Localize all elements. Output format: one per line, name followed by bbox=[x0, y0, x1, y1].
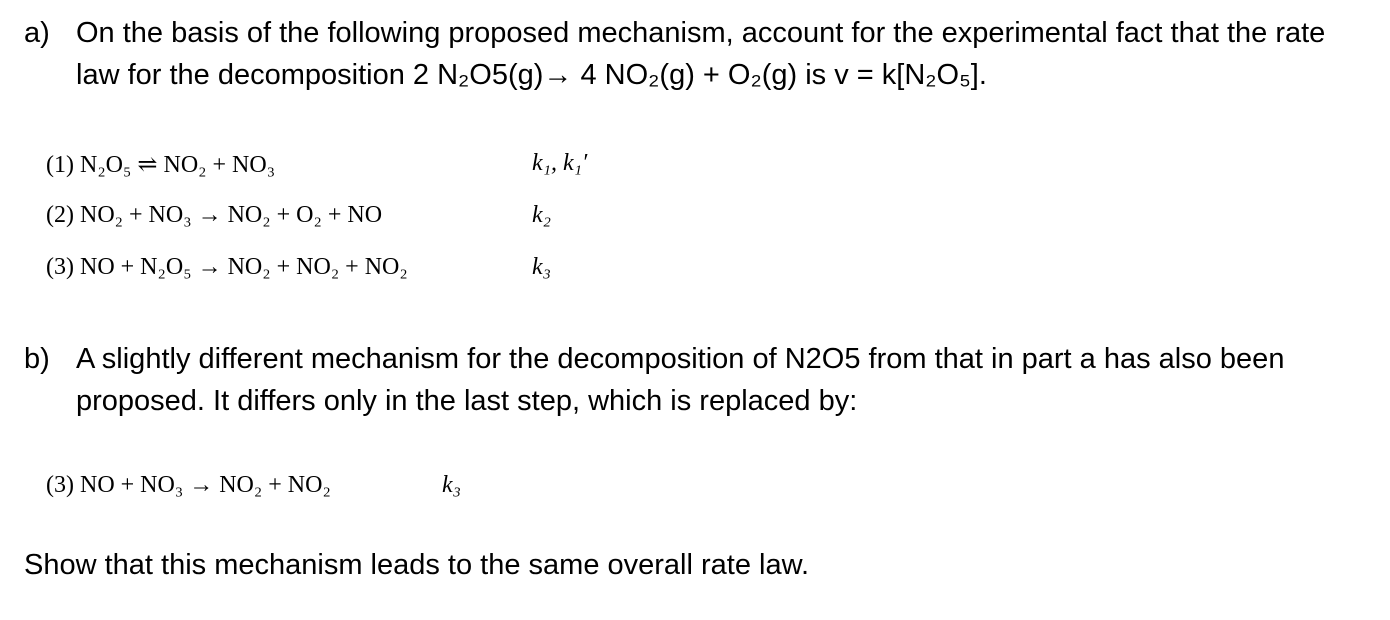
mechanism-b-step-3: (3) NO + NO₃ → NO₂ + NO₂ bbox=[46, 472, 331, 498]
part-a-question bbox=[24, 12, 1374, 96]
mechanism-a-step-3: (3) NO + N₂O₅ → NO₂ + NO₂ + NO₂ bbox=[46, 254, 408, 280]
part-a-label: a) bbox=[24, 17, 50, 49]
mechanism-a-rate-1: k₁, k₁′ bbox=[532, 150, 588, 176]
mechanism-b-rate-3: k₃ bbox=[442, 472, 461, 498]
part-a-text: On the basis of the following proposed mechanism, account for the experimental fact that the rate law for the decomposition 2 N₂O5(g)→ 4 NO₂(g) + O₂(g) is v = k[N₂O₅]. bbox=[76, 17, 1326, 91]
mechanism-a-step-1: (1) N₂O₅ ⇌ NO₂ + NO₃ bbox=[46, 152, 276, 178]
part-b-text: A slightly different mechanism for the decomposition of N2O5 from that in part a has also been proposed. It differs only in the last step, which is replaced by: bbox=[76, 343, 1285, 417]
mechanism-a-step-2: (2) NO₂ + NO₃ → NO₂ + O₂ + NO bbox=[46, 202, 383, 228]
part-b-label: b) bbox=[24, 343, 50, 375]
part-b-question bbox=[24, 338, 1374, 422]
mechanism-a-rate-2: k₂ bbox=[532, 202, 551, 228]
closing-instruction: Show that this mechanism leads to the same overall rate law. bbox=[24, 549, 809, 581]
mechanism-a-rate-3: k₃ bbox=[532, 254, 551, 280]
